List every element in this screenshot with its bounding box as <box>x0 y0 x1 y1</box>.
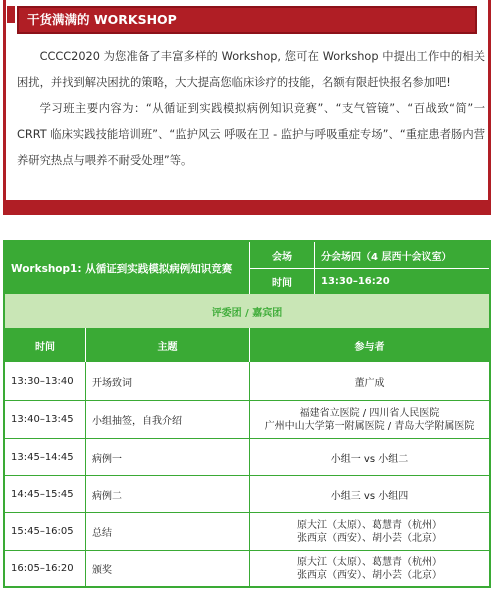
row-topic: 开场致词 <box>92 377 132 389</box>
participant-line: 张西京（西安）、胡小芸（北京） <box>297 569 442 581</box>
intro-body <box>17 44 485 174</box>
time-value: 13:30–16:20 <box>315 268 489 294</box>
table-row <box>5 362 489 400</box>
participant-line: 原大江（太原）、葛慧青（杭州） <box>297 556 442 568</box>
row-participants <box>250 551 489 586</box>
row-participants: 小组三 vs 小组四 <box>330 490 409 502</box>
intro-heading: 干货满满的 WORKSHOP <box>17 6 477 34</box>
row-participants: 董广成 <box>354 377 385 389</box>
table-row <box>5 513 489 550</box>
participant-line: 福建省立医院 / 四川省人民医院 <box>299 407 440 419</box>
row-time: 16:05–16:20 <box>11 563 74 574</box>
intro-panel <box>3 0 491 215</box>
row-topic: 颁奖 <box>92 565 112 576</box>
row-time: 13:40–13:45 <box>11 414 74 425</box>
column-header-topic: 主题 <box>86 328 249 362</box>
venue-value: 分会场四（4 层西十会议室） <box>315 242 489 268</box>
row-topic: 小组抽签，自我介绍 <box>92 416 182 427</box>
intro-bottom-bar <box>3 200 491 215</box>
participant-line: 原大江（太原）、葛慧青（杭州） <box>297 519 442 531</box>
participant-line: 广州中山大学第一附属医院 / 青岛大学附属医院 <box>264 420 475 432</box>
intro-paragraph-2: 学习班主要内容为：“从循证到实践模拟病例知识竞赛”、“支气管镜”、“百战致“简”一CRRT 临床实践技能培训班”、“监护风云 呼吸在卫 - 监护与呼吸重症专场”、“重症患者肠内营养研究热点与喂养不耐受处理”等。 <box>17 102 485 167</box>
workshop-title: Workshop1: 从循证到实践模拟病例知识竞赛 <box>5 242 249 294</box>
table-row <box>5 476 489 512</box>
intro-paragraph-1: CCCC2020 为您准备了丰富多样的 Workshop, 您可在 Workshop 中提出工作中的相关困扰，并找到解决困扰的策略，大大提高您临床诊疗的技能，名额有限赶快报名参加吧! <box>17 50 485 89</box>
row-time: 13:45–14:45 <box>11 451 74 463</box>
column-header-time: 时间 <box>5 328 85 362</box>
row-participants <box>250 513 489 550</box>
participant-line: 张西京（西安）、胡小芸（北京） <box>297 532 442 544</box>
row-time: 14:45–15:45 <box>11 488 74 500</box>
heading-marker <box>7 6 15 23</box>
committee-label: 评委团 / 嘉宾团 <box>5 294 489 328</box>
row-topic: 病例一 <box>92 453 122 465</box>
time-label: 时间 <box>250 268 314 294</box>
row-topic: 总结 <box>92 528 112 539</box>
column-header-participants: 参与者 <box>250 328 489 362</box>
table-title-row <box>5 242 489 294</box>
committee-row <box>5 294 489 328</box>
row-participants: 小组一 vs 小组二 <box>330 453 409 465</box>
table-row <box>5 401 489 438</box>
table-row <box>5 551 489 586</box>
row-time: 13:30–13:40 <box>11 375 74 387</box>
column-header-row <box>5 328 489 362</box>
row-time: 15:45–16:05 <box>11 526 74 537</box>
row-participants <box>250 401 489 438</box>
venue-label: 会场 <box>250 242 314 268</box>
workshop-schedule-table <box>3 240 491 588</box>
table-row <box>5 439 489 475</box>
row-topic: 病例二 <box>92 490 122 502</box>
